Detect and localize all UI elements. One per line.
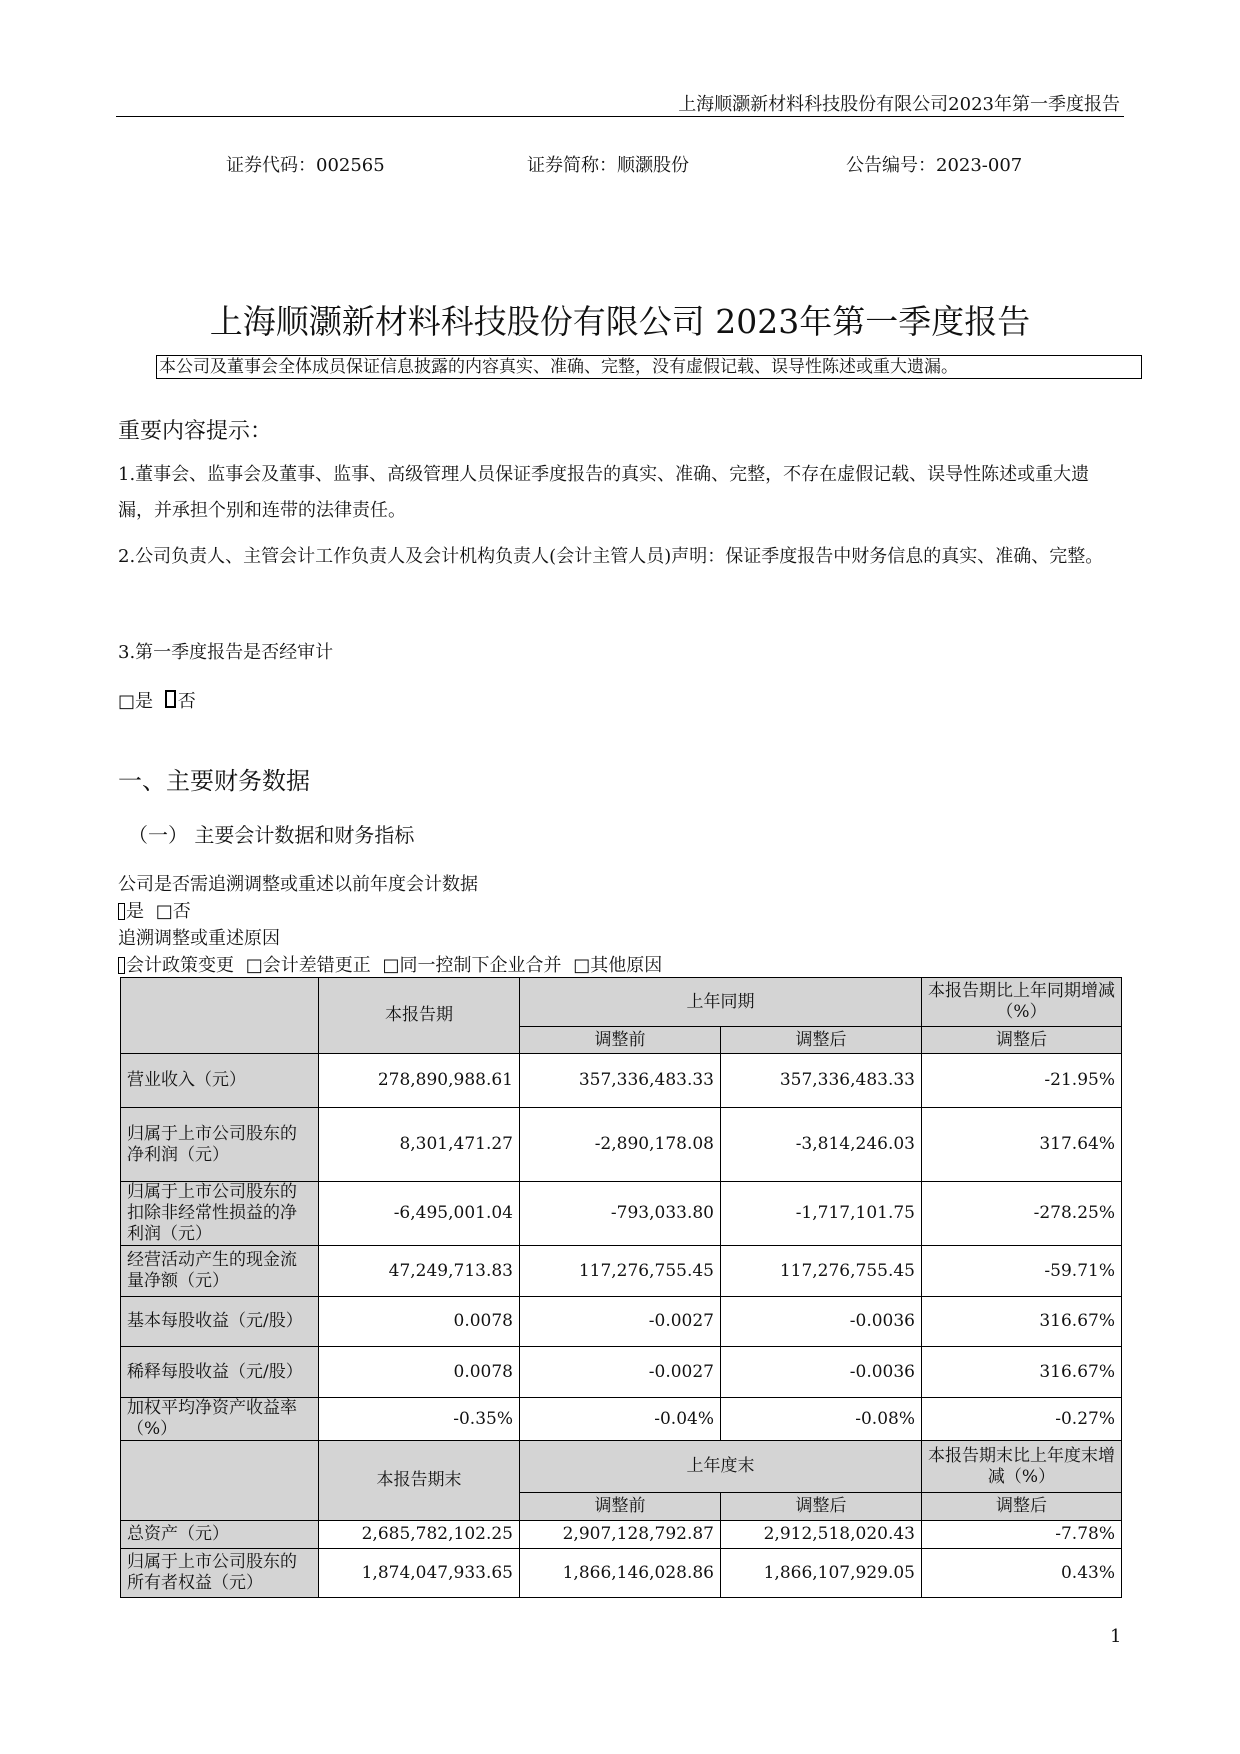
header-before: 调整前 xyxy=(520,1493,721,1521)
cell-value: -278.25% xyxy=(922,1182,1122,1246)
row-label: 基本每股收益（元/股） xyxy=(121,1297,319,1347)
cell-value: -2,890,178.08 xyxy=(520,1108,721,1182)
cell-value: -0.0036 xyxy=(721,1347,922,1398)
header-current: 本报告期 xyxy=(319,978,520,1054)
table-row xyxy=(121,1108,1122,1182)
table-row xyxy=(121,1054,1122,1108)
cell-value: 357,336,483.33 xyxy=(520,1054,721,1108)
cell-value: -0.35% xyxy=(319,1398,520,1441)
audit-yes-checkbox[interactable]: □是 xyxy=(118,691,154,712)
para2: 2.公司负责人、主管会计工作负责人及会计机构负责人(会计主管人员)声明：保证季度报告中财务信息的真实、准确、完整。 xyxy=(118,546,1104,567)
row-label: 总资产（元） xyxy=(121,1521,319,1549)
checked-box-icon xyxy=(118,957,125,974)
cell-value: -0.08% xyxy=(721,1398,922,1441)
cell-value: 0.0078 xyxy=(319,1297,520,1347)
announcement-number: 公告编号：2023-007 xyxy=(846,155,1023,176)
cell-value: 2,907,128,792.87 xyxy=(520,1521,721,1549)
stock-short-name: 证券简称：顺灏股份 xyxy=(527,155,689,176)
header-rule xyxy=(116,116,1124,117)
reason-other-checkbox[interactable]: □其他原因 xyxy=(573,955,663,976)
stock-code: 证券代码：002565 xyxy=(226,155,385,176)
restate-question: 公司是否需追溯调整或重述以前年度会计数据 xyxy=(118,874,478,895)
para1-line1: 1.董事会、监事会及董事、监事、高级管理人员保证季度报告的真实、准确、完整，不存在虚假记载、误导性陈述或重大遗 xyxy=(118,464,1090,485)
cell-value: 0.43% xyxy=(922,1549,1122,1598)
page-number: 1 xyxy=(1110,1626,1122,1647)
restate-options xyxy=(118,897,191,923)
cell-value: -1,717,101.75 xyxy=(721,1182,922,1246)
header-change-after: 调整后 xyxy=(922,1027,1122,1054)
checked-box-icon xyxy=(118,903,125,920)
cell-value: 1,866,146,028.86 xyxy=(520,1549,721,1598)
cell-value: 117,276,755.45 xyxy=(520,1246,721,1297)
cell-value: -0.0027 xyxy=(520,1297,721,1347)
important-heading: 重要内容提示： xyxy=(118,419,273,444)
cell-value: -0.0036 xyxy=(721,1297,922,1347)
cell-value: 1,874,047,933.65 xyxy=(319,1549,520,1598)
header-prior: 上年同期 xyxy=(520,978,922,1027)
cell-value: 316.67% xyxy=(922,1347,1122,1398)
table-header-row xyxy=(121,978,1122,1027)
header-blank xyxy=(121,1441,319,1521)
financial-data-table xyxy=(120,977,1122,1598)
cell-value: -7.78% xyxy=(922,1521,1122,1549)
section-heading: 一、主要财务数据 xyxy=(118,767,310,795)
row-label: 稀释每股收益（元/股） xyxy=(121,1347,319,1398)
table-row xyxy=(121,1347,1122,1398)
cell-value: -6,495,001.04 xyxy=(319,1182,520,1246)
running-header: 上海顺灏新材料科技股份有限公司2023年第一季度报告 xyxy=(678,94,1120,115)
table-row xyxy=(121,1182,1122,1246)
reason-merger-checkbox[interactable]: □同一控制下企业合并 xyxy=(382,955,562,976)
restate-yes-checkbox[interactable]: 是 xyxy=(118,901,144,922)
row-label: 加权平均净资产收益率（%） xyxy=(121,1398,319,1441)
header-before: 调整前 xyxy=(520,1027,721,1054)
audit-options xyxy=(118,687,196,713)
audit-no-checkbox[interactable]: 否 xyxy=(159,691,196,712)
cell-value: -3,814,246.03 xyxy=(721,1108,922,1182)
cell-value: -0.04% xyxy=(520,1398,721,1441)
reason-error-checkbox[interactable]: □会计差错更正 xyxy=(245,955,371,976)
restate-no-checkbox[interactable]: □否 xyxy=(155,901,191,922)
checked-box-icon xyxy=(165,690,176,708)
header-blank xyxy=(121,978,319,1054)
header-after: 调整后 xyxy=(721,1493,922,1521)
header-change-after: 调整后 xyxy=(922,1493,1122,1521)
cell-value: 316.67% xyxy=(922,1297,1122,1347)
cell-value: 357,336,483.33 xyxy=(721,1054,922,1108)
row-label: 归属于上市公司股东的扣除非经常性损益的净利润（元） xyxy=(121,1182,319,1246)
table-row xyxy=(121,1549,1122,1598)
header-prior: 上年度末 xyxy=(520,1441,922,1493)
cell-value: 8,301,471.27 xyxy=(319,1108,520,1182)
cell-value: 2,685,782,102.25 xyxy=(319,1521,520,1549)
reason-label: 追溯调整或重述原因 xyxy=(118,928,280,949)
table-row xyxy=(121,1246,1122,1297)
table-header-row xyxy=(121,1441,1122,1493)
subsection-heading: （一） 主要会计数据和财务指标 xyxy=(128,823,415,847)
header-change: 本报告期末比上年度末增减（%） xyxy=(922,1441,1122,1493)
cell-value: 278,890,988.61 xyxy=(319,1054,520,1108)
cell-value: -793,033.80 xyxy=(520,1182,721,1246)
cell-value: -0.0027 xyxy=(520,1347,721,1398)
cell-value: -21.95% xyxy=(922,1054,1122,1108)
row-label: 营业收入（元） xyxy=(121,1054,319,1108)
reason-policy-checkbox[interactable]: 会计政策变更 xyxy=(118,955,234,976)
cell-value: 317.64% xyxy=(922,1108,1122,1182)
cell-value: 117,276,755.45 xyxy=(721,1246,922,1297)
cell-value: 2,912,518,020.43 xyxy=(721,1521,922,1549)
cell-value: 47,249,713.83 xyxy=(319,1246,520,1297)
header-after: 调整后 xyxy=(721,1027,922,1054)
row-label: 归属于上市公司股东的所有者权益（元） xyxy=(121,1549,319,1598)
header-change: 本报告期比上年同期增减（%） xyxy=(922,978,1122,1027)
table-row xyxy=(121,1398,1122,1441)
cell-value: 0.0078 xyxy=(319,1347,520,1398)
table-row xyxy=(121,1297,1122,1347)
para1-line2: 漏，并承担个别和连带的法律责任。 xyxy=(118,500,406,521)
header-current: 本报告期末 xyxy=(319,1441,520,1521)
row-label: 归属于上市公司股东的净利润（元） xyxy=(121,1108,319,1182)
page-title: 上海顺灏新材料科技股份有限公司 2023年第一季度报告 xyxy=(209,302,1031,341)
para3: 3.第一季度报告是否经审计 xyxy=(118,642,334,663)
cell-value: 1,866,107,929.05 xyxy=(721,1549,922,1598)
table-row xyxy=(121,1521,1122,1549)
cell-value: -59.71% xyxy=(922,1246,1122,1297)
cell-value: -0.27% xyxy=(922,1398,1122,1441)
reason-options xyxy=(118,951,662,977)
row-label: 经营活动产生的现金流量净额（元） xyxy=(121,1246,319,1297)
disclaimer-box: 本公司及董事会全体成员保证信息披露的内容真实、准确、完整，没有虚假记载、误导性陈述或重大遗漏。 xyxy=(156,355,1142,379)
